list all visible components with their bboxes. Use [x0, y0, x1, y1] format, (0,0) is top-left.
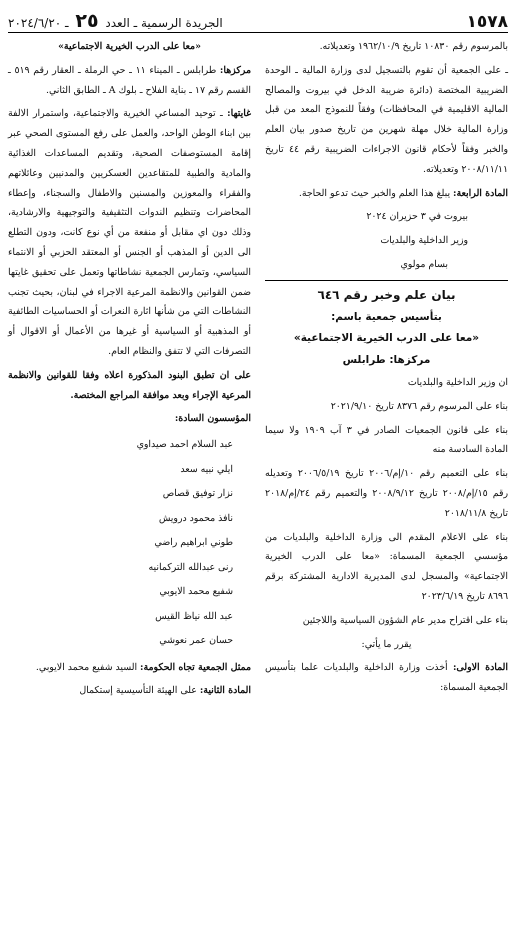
article-text: أخذت وزارة الداخلية والبلديات علما بتأسيس الجمعية المسماة:	[265, 662, 508, 694]
notice-subtitle: بتأسيس جمعية باسم:	[331, 310, 442, 323]
journal-heading	[8, 10, 223, 32]
condition: على ان تطبق البنود المذكورة اعلاه وفقا للقوانين والانظمة المرعية الإجراء وبعد موافقة المراجع المختصة.	[8, 369, 251, 401]
hq-text: طرابلس ـ الميناء ١١ ـ حي الرملة ـ العقار رقم ٥١٩ ـ القسم رقم ١٧ ـ بناية الفلاح ـ بلوك A ـ الطابق الثاني.	[8, 64, 251, 96]
list-item: حسان عمر نعوشي	[159, 635, 233, 647]
page-number: ١٥٧٨	[466, 12, 508, 32]
list-item: عبد السلام احمد صيداوي	[136, 439, 233, 451]
article-text: على الهيئة التأسيسية إستكمال	[79, 685, 197, 697]
association-name: «معا على الدرب الخيرية الاجتماعية»	[58, 41, 201, 52]
paragraph: بناء على قانون الجمعيات الصادر في ٣ آب ١٩٠٩ ولا سيما المادة السادسة منه	[265, 424, 509, 456]
issue-number: ٢٥	[75, 10, 99, 32]
columns	[8, 37, 508, 705]
article-label: المادة الرابعة:	[453, 187, 508, 199]
right-column	[265, 37, 508, 705]
list-item: طوني ابراهيم راضي	[154, 537, 233, 549]
issue-date: ـ ٢٠٢٤/٦/٢٠	[8, 16, 69, 30]
paragraph: ـ على الجمعية أن تقوم بالتسجيل لدى وزارة المالية ـ الوحدة الضريبية المختصة (دائرة ضريبة الدخل في بيروت والمصالح المالية الاقليمية في المحافظات) وفقاً للنموذج المعد من قبل وزارة المالية خلال مهلة شهرين من تاريخ صدور بيان العلم والخبر وفقاً لأحكام قانون الاجراءات الضريبية رقم ٤٤ تاريخ ٢٠٠٨/١١/١١ وتعديلاته.	[265, 64, 508, 175]
minister-title: وزير الداخلية والبلديات	[380, 235, 468, 247]
paragraph: بناء على التعميم رقم ١٠/إم/٢٠٠٦ تاريخ ٢٠٠٦/٥/١٩ وتعديله رقم ١٥/إم/٢٠٠٨ تاريخ ٢٠٠٨/٩/١٢ والتعميم رقم ٢٤/إم/٢٠١٨ تاريخ ٢٠١٨/١١/٨	[265, 468, 508, 519]
place-date: بيروت في ٣ حزيران ٢٠٢٤	[366, 211, 468, 223]
headquarters	[8, 61, 251, 101]
association-name: «معا على الدرب الخيرية الاجتماعية»	[293, 332, 480, 345]
paragraph: بناء على المرسوم رقم ٨٣٧٦ تاريخ ٢٠٢١/٩/١٠	[330, 400, 508, 412]
goals	[8, 104, 251, 361]
paragraph: بناء على اقتراح مدير عام الشؤون السياسية واللاجئين	[302, 614, 508, 626]
decides: يقرر ما يأتي:	[361, 638, 412, 650]
journal-title: الجريدة الرسمية ـ العدد	[105, 16, 223, 30]
rep-label: ممثل الجمعية تجاه الحكومة:	[140, 661, 251, 673]
founders-list	[8, 433, 251, 654]
association-hq: مركزها: طرابلس	[342, 354, 431, 367]
hq-label: مركزها:	[219, 64, 251, 76]
divider	[265, 280, 508, 281]
goals-text: ـ توحيد المساعي الخيرية والاجتماعية، واستمرار الالفة بين ابناء الوطن الواحد، والعمل على رفع المستوى الصحي عبر إقامة المستوصفات الصحية، وتقديم المساعدات الغذائية والمادية والطبية للمتقاعدين العسكريين والمدنيين وعائلاتهم والفقراء والمعوزين والمسنين والاطفال والسجناء، وإعطاء المحاضرات وتنظيم الندوات التثقيفية والتوجيهية والارشادية، وذلك دون اي مقابل أو منفعة من أي نوع كانت، ودون التطلع الى الدين أو المذهب أو الجنس أو المعتقد الحزبي أو الانتماء السياسي، وتمارس الجمعية نشاطاتها وتعمل على تحقيق غايتها ضمن القوانين والانظمة المرعية الاجراء في لبنان، بحيث تجنب النشاطات التي من شأنها اثارة النعرات أو الحساسيات الطائفية أو المذهبية أو السياسية أو غيرها من الأعمال أو الاقوال أو التصرفات التي لا تتفق والنظام العام.	[8, 108, 251, 357]
list-item: رنى عبدالله التركمانيه	[148, 561, 233, 573]
notice-title: بيان علم وخبر رقم ٦٤٦	[317, 287, 456, 302]
goals-label: غايتها:	[227, 108, 251, 120]
article-one	[265, 658, 508, 698]
representative	[8, 658, 251, 678]
article-two	[8, 681, 251, 701]
list-item: نزار توفيق قصاص	[162, 488, 233, 500]
minister-name: بسام مولوي	[400, 258, 448, 270]
list-item: شفيع محمد الايوبي	[159, 586, 233, 598]
left-column	[8, 37, 251, 705]
article-label: المادة الثانية:	[199, 685, 251, 697]
list-item: نافذ محمود درويش	[158, 512, 233, 524]
article-label: المادة الاولى:	[452, 662, 508, 674]
paragraph: بالمرسوم رقم ١٠٨٣٠ تاريخ ١٩٦٢/١٠/٩ وتعديلاته.	[319, 41, 508, 52]
paragraph: ان وزير الداخلية والبلديات	[407, 376, 508, 388]
rep-text: السيد شفيع محمد الايوبي.	[35, 661, 138, 673]
article-text: يبلغ هذا العلم والخبر حيث تدعو الحاجة.	[298, 187, 451, 199]
paragraph: بناء على الاعلام المقدم الى وزارة الداخلية والبلديات من مؤسسي الجمعية المسماة: «معا على الدرب الخيرية الاجتماعية» والمسجل لدى المديرية الادارية المشتركة برقم ٨٦٩٦ تاريخ ٢٠٢٣/٦/١٩	[265, 531, 508, 602]
page-header	[8, 6, 508, 33]
list-item: عبد الله نياظ القيس	[155, 610, 233, 622]
founders-label: المؤسسون السادة:	[174, 413, 251, 425]
article-four	[265, 184, 508, 204]
list-item: ايلي نبيه سعد	[180, 463, 233, 475]
